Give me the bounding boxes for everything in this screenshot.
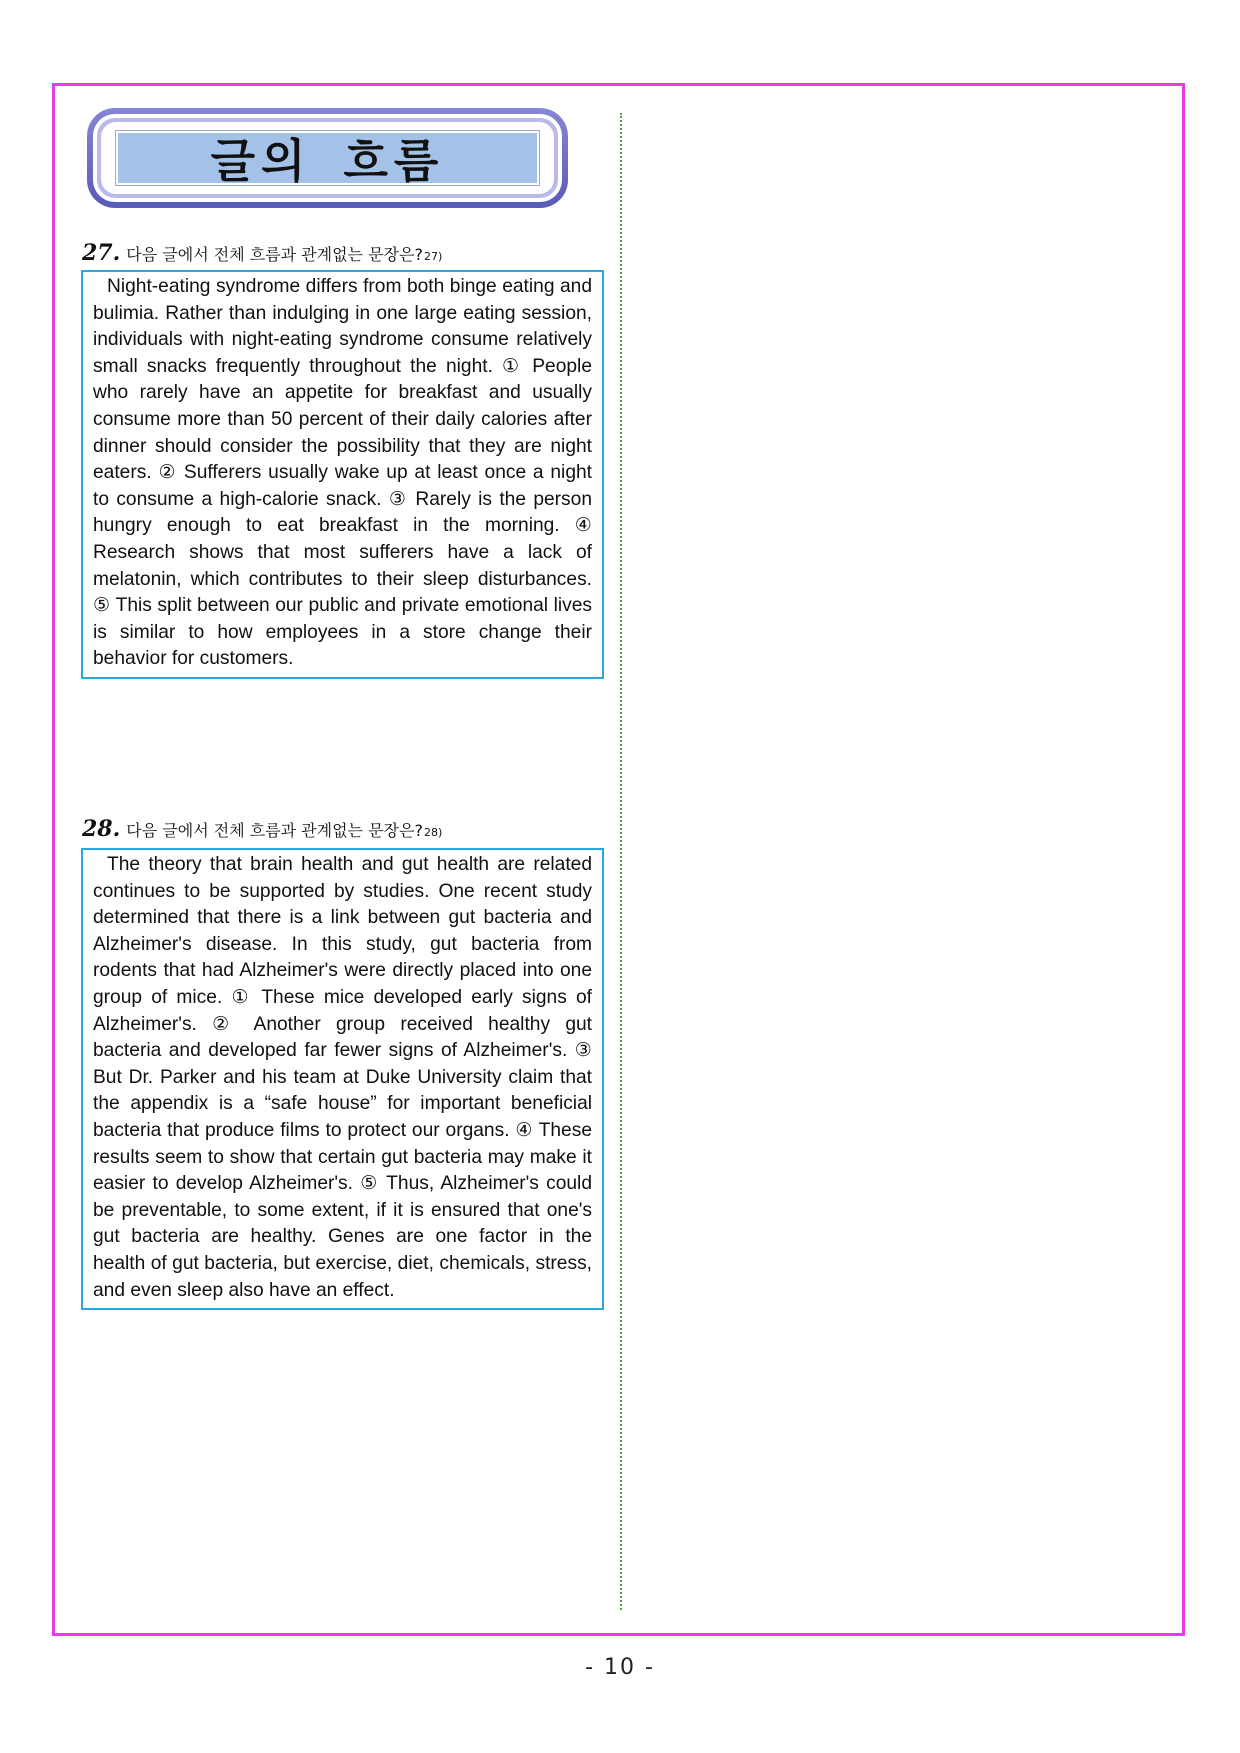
question-prompt: 다음 글에서 전체 흐름과 관계없는 문장은? bbox=[126, 245, 423, 264]
question-27-passage-box bbox=[81, 270, 604, 679]
footnote-ref: 27) bbox=[423, 250, 443, 263]
column-divider bbox=[620, 113, 622, 1610]
footnote-ref: 28) bbox=[423, 826, 443, 839]
section-title: 글의 흐름 bbox=[210, 134, 445, 188]
section-title-banner bbox=[87, 108, 568, 208]
question-number: 28. bbox=[82, 816, 121, 842]
question-prompt: 다음 글에서 전체 흐름과 관계없는 문장은? bbox=[126, 821, 423, 840]
passage-text: Night-eating syndrome differs from both binge eating and bulimia. Rather than indulging in one large eating session, individuals with night-eating syndrome consume relatively small snacks frequently throughout the night. ① People who rarely have an appetite for breakfast and usually consume more than 50 percent of their daily calories after dinner should consider the possibility that they are night eaters. ② Sufferers usually wake up at least once a night to consume a high-calorie snack. ③ Rarely is the person hungry enough to eat breakfast in the morning. ④ Research shows that most sufferers have a lack of melatonin, which contributes to their sleep disturbances. ⑤ This split between our public and private emotional lives is similar to how employees in a store change their behavior for customers. bbox=[93, 276, 592, 670]
passage-text: The theory that brain health and gut health are related continues to be supported by studies. One recent study determined that there is a link between gut bacteria and Alzheimer's disease. In this study, gut bacteria from rodents that had Alzheimer's were directly placed into one group of mice. ① These mice developed early signs of Alzheimer's. ② Another group received healthy gut bacteria and developed far fewer signs of Alzheimer's. ③ But Dr. Parker and his team at Duke University claim that the appendix is a “safe house” for important beneficial bacteria that produce films to protect our organs. ④ These results seem to show that certain gut bacteria may make it easier to develop Alzheimer's. ⑤ Thus, Alzheimer's could be preventable, to some extent, if it is ensured that one's gut bacteria are healthy. Genes are one factor in the health of gut bacteria, but exercise, diet, chemicals, stress, and even sleep also have an effect. bbox=[93, 854, 592, 1301]
question-28-passage-box bbox=[81, 848, 604, 1310]
page-number: - 10 - bbox=[585, 1655, 655, 1680]
question-number: 27. bbox=[82, 240, 121, 266]
question-27-header bbox=[82, 240, 442, 266]
question-28-header bbox=[82, 816, 442, 842]
